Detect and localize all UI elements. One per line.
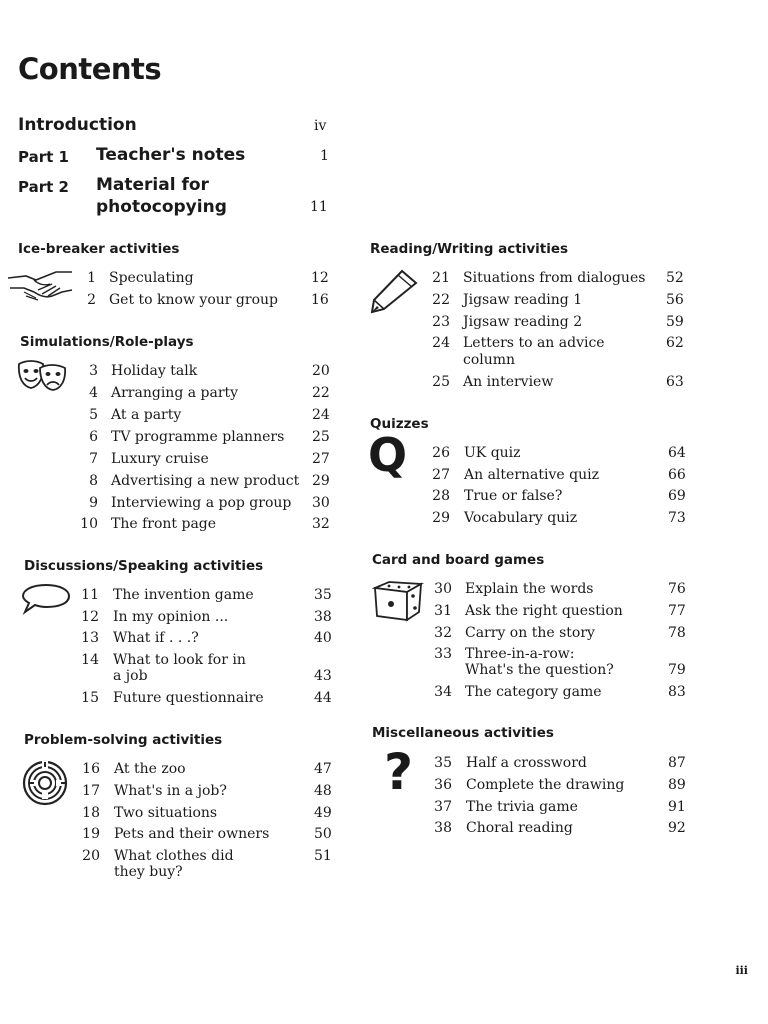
item-title-continued: column [463,352,516,368]
part-2-title-line1: Material for [96,175,209,195]
item-page-number: 83 [668,684,686,700]
item-title: What to look for in [113,652,246,668]
section-heading-misc: Miscellaneous activities [372,725,554,741]
item-number: 29 [432,510,450,526]
part-1-title: Teacher's notes [96,145,246,165]
item-title: True or false? [464,488,563,504]
item-number: 27 [432,467,450,483]
section-heading-quizzes: Quizzes [370,416,429,432]
item-page-number: 43 [314,668,332,684]
q-letter-icon: Q [368,428,408,482]
item-title: Vocabulary quiz [464,510,578,526]
item-number: 10 [80,516,98,532]
speech-bubble-icon [20,582,72,616]
item-title: The trivia game [466,799,578,815]
item-number: 16 [82,761,100,777]
item-page-number: 89 [668,777,686,793]
item-page-number: 20 [312,363,330,379]
item-number: 34 [434,684,452,700]
item-number: 33 [434,646,452,662]
item-title: Arranging a party [111,385,239,401]
item-number: 31 [434,603,452,619]
item-number: 15 [81,690,99,706]
item-title: What's in a job? [114,783,227,799]
item-title: Letters to an advice [463,335,605,351]
item-page-number: 29 [312,473,330,489]
item-page-number: 77 [668,603,686,619]
part-1-page: 1 [320,148,329,164]
item-title-continued: they buy? [114,864,183,880]
item-number: 28 [432,488,450,504]
item-page-number: 69 [668,488,686,504]
item-page-number: 32 [312,516,330,532]
item-title: Luxury cruise [111,451,209,467]
item-number: 18 [82,805,100,821]
item-number: 35 [434,755,452,771]
item-title: At a party [111,407,182,423]
item-page-number: 56 [666,292,684,308]
item-number: 36 [434,777,452,793]
item-page-number: 47 [314,761,332,777]
item-number: 12 [81,609,99,625]
item-title-continued: What's the question? [465,662,614,678]
item-title: Interviewing a pop group [111,495,292,511]
item-title-continued: a job [113,668,148,684]
introduction-label: Introduction [18,115,137,135]
item-page-number: 49 [314,805,332,821]
section-heading-simulations: Simulations/Role-plays [20,334,194,350]
item-number: 8 [89,473,98,489]
item-title: What if . . .? [113,630,199,646]
item-page-number: 62 [666,335,684,351]
item-page-number: 79 [668,662,686,678]
item-title: The category game [465,684,602,700]
item-number: 2 [87,292,96,308]
item-page-number: 44 [314,690,332,706]
item-title: Situations from dialogues [463,270,646,286]
item-title: In my opinion ... [113,609,229,625]
item-page-number: 64 [668,445,686,461]
item-page-number: 52 [666,270,684,286]
item-page-number: 38 [314,609,332,625]
section-heading-problem: Problem-solving activities [24,732,223,748]
item-number: 11 [81,587,99,603]
item-number: 14 [81,652,99,668]
page-title: Contents [18,52,162,86]
pencil-icon [368,268,422,314]
item-number: 20 [82,848,100,864]
part-2-label: Part 2 [18,178,69,196]
item-title: The front page [111,516,217,532]
section-heading-discussions: Discussions/Speaking activities [24,558,264,574]
section-heading-icebreaker: Ice-breaker activities [18,241,180,257]
item-page-number: 48 [314,783,332,799]
item-title: Half a crossword [466,755,587,771]
item-page-number: 63 [666,374,684,390]
section-heading-cards: Card and board games [372,552,545,568]
item-title: The invention game [113,587,254,603]
section-heading-reading: Reading/Writing activities [370,241,569,257]
item-title: An alternative quiz [464,467,599,483]
item-page-number: 25 [312,429,330,445]
part-1-label: Part 1 [18,148,69,166]
item-title: UK quiz [464,445,521,461]
item-page-number: 50 [314,826,332,842]
item-page-number: 91 [668,799,686,815]
item-title: Speculating [109,270,194,286]
item-title: Jigsaw reading 2 [463,314,583,330]
part-2-title-line2: photocopying [96,197,227,217]
item-number: 13 [81,630,99,646]
item-title: Get to know your group [109,292,278,308]
item-number: 37 [434,799,452,815]
item-title: Future questionnaire [113,690,264,706]
item-title: Explain the words [465,581,594,597]
item-page-number: 51 [314,848,332,864]
item-number: 38 [434,820,452,836]
theatre-masks-icon [16,360,68,392]
item-title: At the zoo [114,761,186,777]
item-page-number: 24 [312,407,330,423]
item-page-number: 78 [668,625,686,641]
item-title: Three-in-a-row: [465,646,575,662]
item-title: Advertising a new product [111,473,300,489]
item-number: 22 [432,292,450,308]
item-number: 1 [87,270,96,286]
dice-icon [371,578,425,624]
part-2-page: 11 [310,199,328,215]
item-page-number: 73 [668,510,686,526]
item-page-number: 12 [311,270,329,286]
item-page-number: 22 [312,385,330,401]
item-title: What clothes did [114,848,234,864]
item-number: 23 [432,314,450,330]
item-title: Carry on the story [465,625,595,641]
item-page-number: 35 [314,587,332,603]
item-number: 5 [89,407,98,423]
item-page-number: 66 [668,467,686,483]
item-number: 26 [432,445,450,461]
page-number: iii [735,964,748,977]
item-title: Choral reading [466,820,573,836]
item-page-number: 40 [314,630,332,646]
item-number: 6 [89,429,98,445]
handshake-icon [6,268,74,302]
item-number: 30 [434,581,452,597]
item-page-number: 30 [312,495,330,511]
item-title: Holiday talk [111,363,198,379]
item-number: 25 [432,374,450,390]
item-title: Two situations [114,805,218,821]
item-page-number: 76 [668,581,686,597]
item-title: An interview [463,374,554,390]
item-title: TV programme planners [111,429,285,445]
maze-icon [22,760,68,806]
item-title: Complete the drawing [466,777,625,793]
item-number: 17 [82,783,100,799]
item-number: 19 [82,826,100,842]
item-title: Ask the right question [465,603,623,619]
item-page-number: 92 [668,820,686,836]
item-page-number: 87 [668,755,686,771]
item-number: 7 [89,451,98,467]
item-number: 21 [432,270,450,286]
introduction-page: iv [314,118,327,134]
item-page-number: 27 [312,451,330,467]
item-title: Pets and their owners [114,826,270,842]
item-title: Jigsaw reading 1 [463,292,583,308]
item-number: 4 [89,385,98,401]
item-page-number: 16 [311,292,329,308]
question-mark-icon: ? [384,743,414,801]
item-number: 9 [89,495,98,511]
item-number: 32 [434,625,452,641]
item-page-number: 59 [666,314,684,330]
item-number: 3 [89,363,98,379]
item-number: 24 [432,335,450,351]
